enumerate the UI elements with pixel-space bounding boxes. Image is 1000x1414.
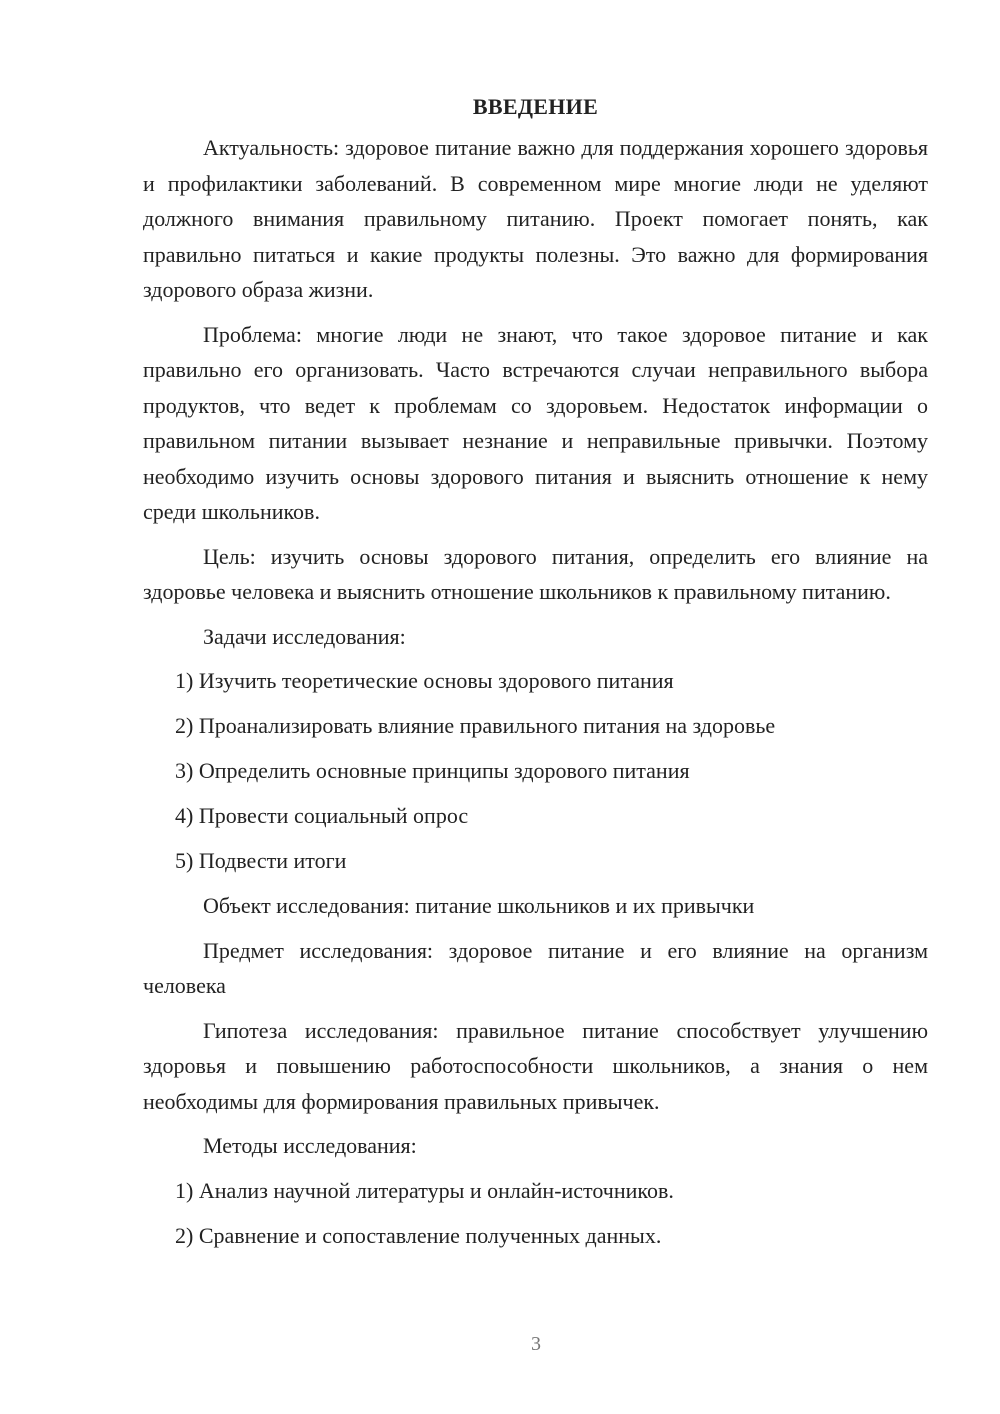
relevance-paragraph: Актуальность: здоровое питание важно для поддержания хорошего здоровья и профилактики заболеваний. В современном мире многие люди не уделяют должного внимания правильному питанию. Проект помогает понять, как правильно питаться и какие продукты полезны. Это важно для формирования здорового образа жизни.	[143, 135, 928, 302]
problem-paragraph: Проблема: многие люди не знают, что такое здоровое питание и как правильно его организовать. Часто встречаются случаи неправильного выбора продуктов, что ведет к проблемам со здоровьем. Недостаток информации о правильном питании вызывает незнание и неправильные привычки. Поэтому необходимо изучить основы здорового питания и выяснить отношение к нему среди школьников.	[143, 321, 928, 524]
task-item: 1) Изучить теоретические основы здорового питания	[175, 668, 674, 693]
task-item: 3) Определить основные принципы здорового питания	[175, 758, 690, 783]
method-item: 2) Сравнение и сопоставление полученных данных.	[175, 1222, 662, 1248]
tasks-list	[143, 663, 928, 879]
methods-heading: Методы исследования:	[203, 1133, 417, 1158]
subject-paragraph: Предмет исследования: здоровое питание и его влияние на организм человека	[143, 937, 928, 998]
document-page	[143, 92, 928, 1263]
page-number: 3	[531, 1333, 541, 1355]
goal-paragraph: Цель: изучить основы здорового питания, определить его влияние на здоровье человека и выяснить отношение школьников к правильному питанию.	[143, 543, 928, 604]
hypothesis-paragraph: Гипотеза исследования: правильное питание способствует улучшению здоровья и повышению работоспособности школьников, а знания о нем необходимы для формирования правильных привычек.	[143, 1017, 928, 1114]
section-title: ВВЕДЕНИЕ	[472, 94, 599, 119]
task-item: 2) Проанализировать влияние правильного питания на здоровье	[175, 713, 776, 738]
object-paragraph: Объект исследования: питание школьников и их привычки	[203, 893, 755, 918]
task-item: 4) Провести социальный опрос	[175, 803, 469, 828]
tasks-heading: Задачи исследования:	[203, 623, 406, 649]
methods-list	[143, 1173, 928, 1254]
method-item: 1) Анализ научной литературы и онлайн-источников.	[175, 1177, 674, 1203]
task-item: 5) Подвести итоги	[175, 848, 347, 873]
